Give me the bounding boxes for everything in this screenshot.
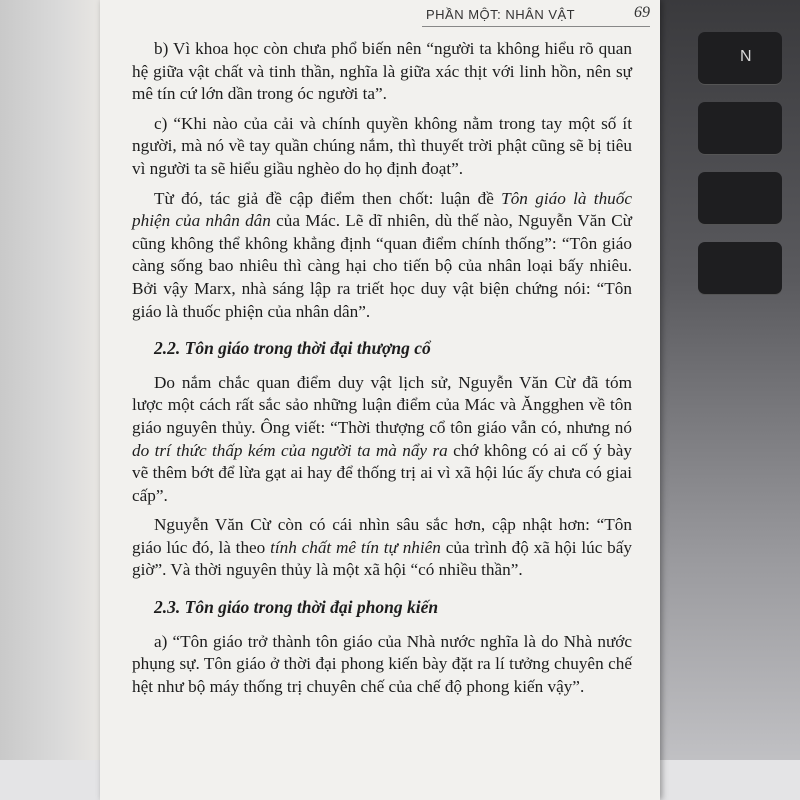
body-text [132,38,632,705]
text-run: chớ không có ai cố ý bày vẽ thêm bớt để lừa gạt ai hay để thống trị ai vì xã hội lúc ấy chưa có giai cấp”. [132,440,633,505]
italic-text-run: tính chất mê tín tự nhiên [270,537,441,557]
running-header-title: PHẦN MỘT: NHÂN VẬT [426,7,576,22]
key-label: N [740,48,752,65]
italic-text-run: Tôn giáo là thuốc phiện của nhân dân [132,188,632,231]
paragraph-c: c) “Khi nào của cải và chính quyền không nằm trong tay một số ít người, mà nó về tay quần chúng nắm, thì thuyết trời phật cũng sẽ bị tiêu vì người ta sẽ hiểu giầu nghèo do họ định đoạt”. [132,113,632,178]
page-edge-stack [0,0,100,800]
paragraph-ancient-religion [132,372,632,508]
keyboard-key [698,172,782,224]
keyboard-key [698,32,782,84]
running-header [422,4,650,27]
text-run: Từ đó, tác giả đề cập điểm then chốt: luận đề [154,188,502,208]
page-number: 69 [634,4,650,21]
section-heading-2-3: 2.3. Tôn giáo trong thời đại phong kiến [154,597,439,618]
text-run: của trình độ xã hội lúc bấy giờ”. Và thời nguyên thủy là một xã hội “có nhiều thần”. [132,537,632,580]
text-run: Nguyễn Văn Cừ còn có cái nhìn sâu sắc hơn, cập nhật hơn: “Tôn giáo lúc đó, là theo [132,515,632,557]
paragraph-a-feudal: a) “Tôn giáo trở thành tôn giáo của Nhà nước nghĩa là do Nhà nước phụng sự. Tôn giáo ở thời đại phong kiến bày đặt ra lí tưởng chuyên chế hệt như bộ máy thống trị chuyên chế của chế độ phong kiến vậy”. [132,631,632,696]
italic-text-run: do trí thức thấp kém của người ta mà nẩy ra [132,440,448,460]
text-run: của Mác. Lẽ dĩ nhiên, dù thế nào, Nguyễn Văn Cừ cũng không thể không khẳng định “quan điểm chính thống”: “Tôn giáo càng sống bao nhiêu thì càng hại cho tiến bộ của nhân loại bấy nhiêu. Bởi vậy Marx, nhà sáng lập ra triết học duy vật biện chứng nói: “Tôn giáo là thuốc phiện của nhân dân”. [132,211,632,321]
book-page [100,0,660,800]
paragraph-key-point [132,188,632,324]
laptop-keyboard [650,0,800,800]
paragraph-b: b) Vì khoa học còn chưa phổ biến nên “người ta không hiểu rõ quan hệ giữa vật chất và tinh thần, nghĩa là giữa xác thịt với linh hồn, nên sự mê tín cứ lớn dần trong óc người ta”. [132,39,632,104]
text-run: Do nắm chắc quan điểm duy vật lịch sử, Nguyễn Văn Cừ đã tóm lược một cách rất sắc sảo những luận điểm của Mác và Ăngghen về tôn giáo nguyên thủy. Ông viết: “Thời thượng cổ tôn giáo vẫn có, nhưng nó [132,372,632,437]
keyboard-key [698,102,782,154]
paragraph-deeper-view [132,514,632,582]
keyboard-key [698,242,782,294]
section-heading-2-2: 2.2. Tôn giáo trong thời đại thượng cổ [154,338,431,359]
